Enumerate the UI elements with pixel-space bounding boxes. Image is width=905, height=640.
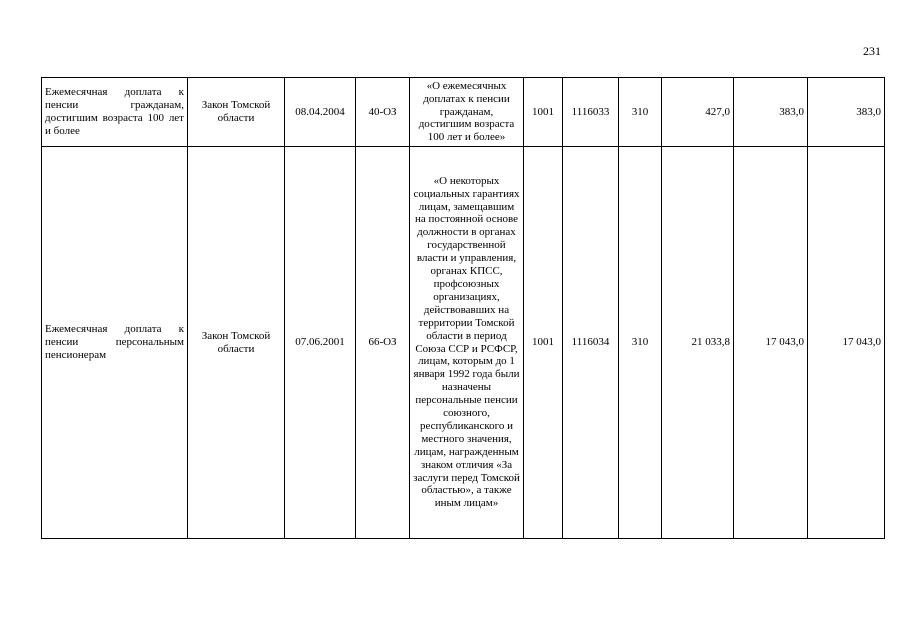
act-date-cell: 07.06.2001	[285, 147, 356, 539]
table-row	[42, 147, 885, 539]
amount-cell: 21 033,8	[662, 147, 734, 539]
act-date-cell: 08.04.2004	[285, 78, 356, 147]
section-code-cell: 1001	[524, 78, 563, 147]
act-type-cell: Закон Томской области	[188, 147, 285, 539]
obligation-name-cell: Ежемесячная доплата к пенсии гражданам, достигшим возраста 100 лет и более	[42, 78, 188, 147]
amount-cell: 17 043,0	[808, 147, 885, 539]
budget-table	[41, 77, 885, 539]
section-code-cell: 1001	[524, 147, 563, 539]
expense-type-cell: 310	[619, 78, 662, 147]
amount-cell: 17 043,0	[734, 147, 808, 539]
amount-cell: 427,0	[662, 78, 734, 147]
target-code-cell: 1116033	[563, 78, 619, 147]
act-title-cell: «О ежемесячных доплатах к пенсии гражданам, достигшим возраста 100 лет и более»	[410, 78, 524, 147]
amount-cell: 383,0	[808, 78, 885, 147]
act-type-cell: Закон Томской области	[188, 78, 285, 147]
act-number-cell: 66-ОЗ	[356, 147, 410, 539]
amount-cell: 383,0	[734, 78, 808, 147]
expense-type-cell: 310	[619, 147, 662, 539]
page-number: 231	[863, 44, 881, 58]
act-title-cell: «О некоторых социальных гарантиях лицам, замещавшим на постоянной основе должности в органах государственной власти и управления, органах КПСС, профсоюзных организациях, действовавших на территории Томской области в период Союза ССР и РСФСР, лицам, которым до 1 января 1992 года были назначены персональные пенсии союзного, республиканского и местного значения, лицам, награжденным знаком отличия «За заслуги перед Томской областью», а также иным лицам»	[410, 147, 524, 539]
act-number-cell: 40-ОЗ	[356, 78, 410, 147]
table-row	[42, 78, 885, 147]
obligation-name-cell: Ежемесячная доплата к пенсии персональным пенсионерам	[42, 147, 188, 539]
target-code-cell: 1116034	[563, 147, 619, 539]
